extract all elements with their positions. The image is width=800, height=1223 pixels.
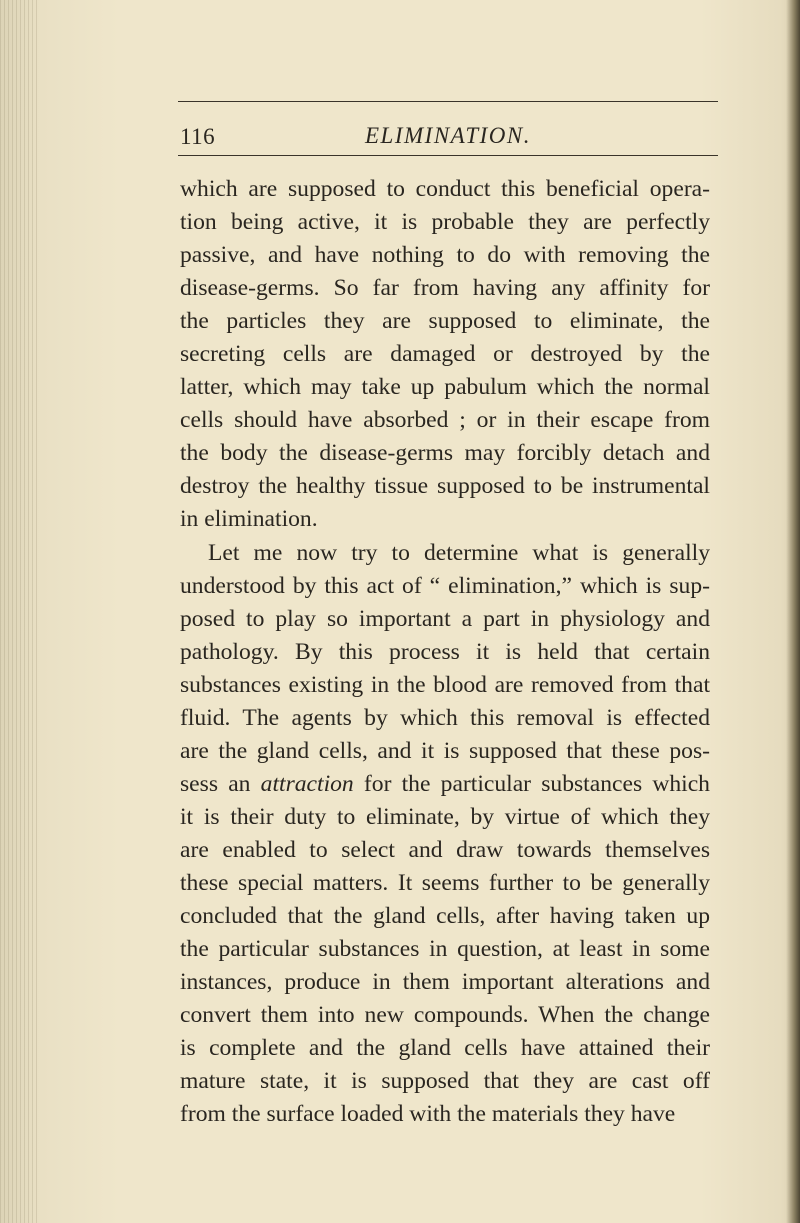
text-line: concluded that the gland cells, after having taken up [180, 903, 710, 930]
text-line: the particles they are supposed to eliminate, the [180, 308, 710, 335]
text-line: understood by this act of “ elimination,” which is sup- [180, 572, 710, 599]
paragraph [180, 173, 710, 537]
text-line: sess an attraction for the particular substances which [180, 770, 710, 797]
text-line: mature state, it is supposed that they are cast off [180, 1068, 710, 1095]
text-line: which are supposed to conduct this beneficial opera- [180, 176, 710, 202]
text-line: tion being active, it is probable they are perfectly [180, 209, 710, 236]
text-line: it is their duty to eliminate, by virtue of which they [180, 803, 710, 830]
text-line: are enabled to select and draw towards themselves [180, 836, 710, 863]
text-line: instances, produce in them important alterations and [180, 969, 710, 996]
text-line: destroy the healthy tissue supposed to be instrumental [180, 473, 710, 500]
text-line: the body the disease-germs may forcibly detach and [180, 440, 710, 467]
text-line: pathology. By this process it is held that certain [180, 638, 710, 665]
text-line: disease-germs. So far from having any affinity for [180, 275, 710, 302]
page-right-edge [786, 0, 800, 1223]
text-line: these special matters. It seems further to be generally [180, 869, 710, 896]
text-line: in elimination. [180, 506, 318, 533]
text-line: the particular substances in question, at least in some [180, 936, 710, 963]
text-line: latter, which may take up pabulum which the normal [180, 374, 710, 401]
italic-emphasis: attraction [260, 770, 354, 797]
page-gutter-edges [0, 0, 40, 1223]
text-line: are the gland cells, and it is supposed that these pos- [180, 737, 710, 764]
header-rule-top [178, 101, 718, 102]
text-line: is complete and the gland cells have attained their [180, 1035, 710, 1062]
text-line: secreting cells are damaged or destroyed by the [180, 341, 710, 368]
header-rule-bottom [178, 155, 718, 156]
paragraph [180, 537, 710, 1132]
text-line: convert them into new compounds. When the change [180, 1002, 710, 1029]
running-head: ELIMINATION. [365, 123, 532, 148]
text-line: Let me now try to determine what is generally [208, 539, 710, 566]
text-line: fluid. The agents by which this removal is effected [180, 704, 710, 731]
text-line: posed to play so important a part in physiology and [180, 605, 710, 632]
text-line: substances existing in the blood are removed from that [180, 671, 710, 698]
text-line: passive, and have nothing to do with removing the [180, 242, 710, 269]
body-text [180, 173, 710, 1131]
text-line: cells should have absorbed ; or in their escape from [180, 407, 710, 434]
text-line: from the surface loaded with the materials they have [180, 1101, 676, 1128]
page-number: 116 [180, 124, 216, 149]
